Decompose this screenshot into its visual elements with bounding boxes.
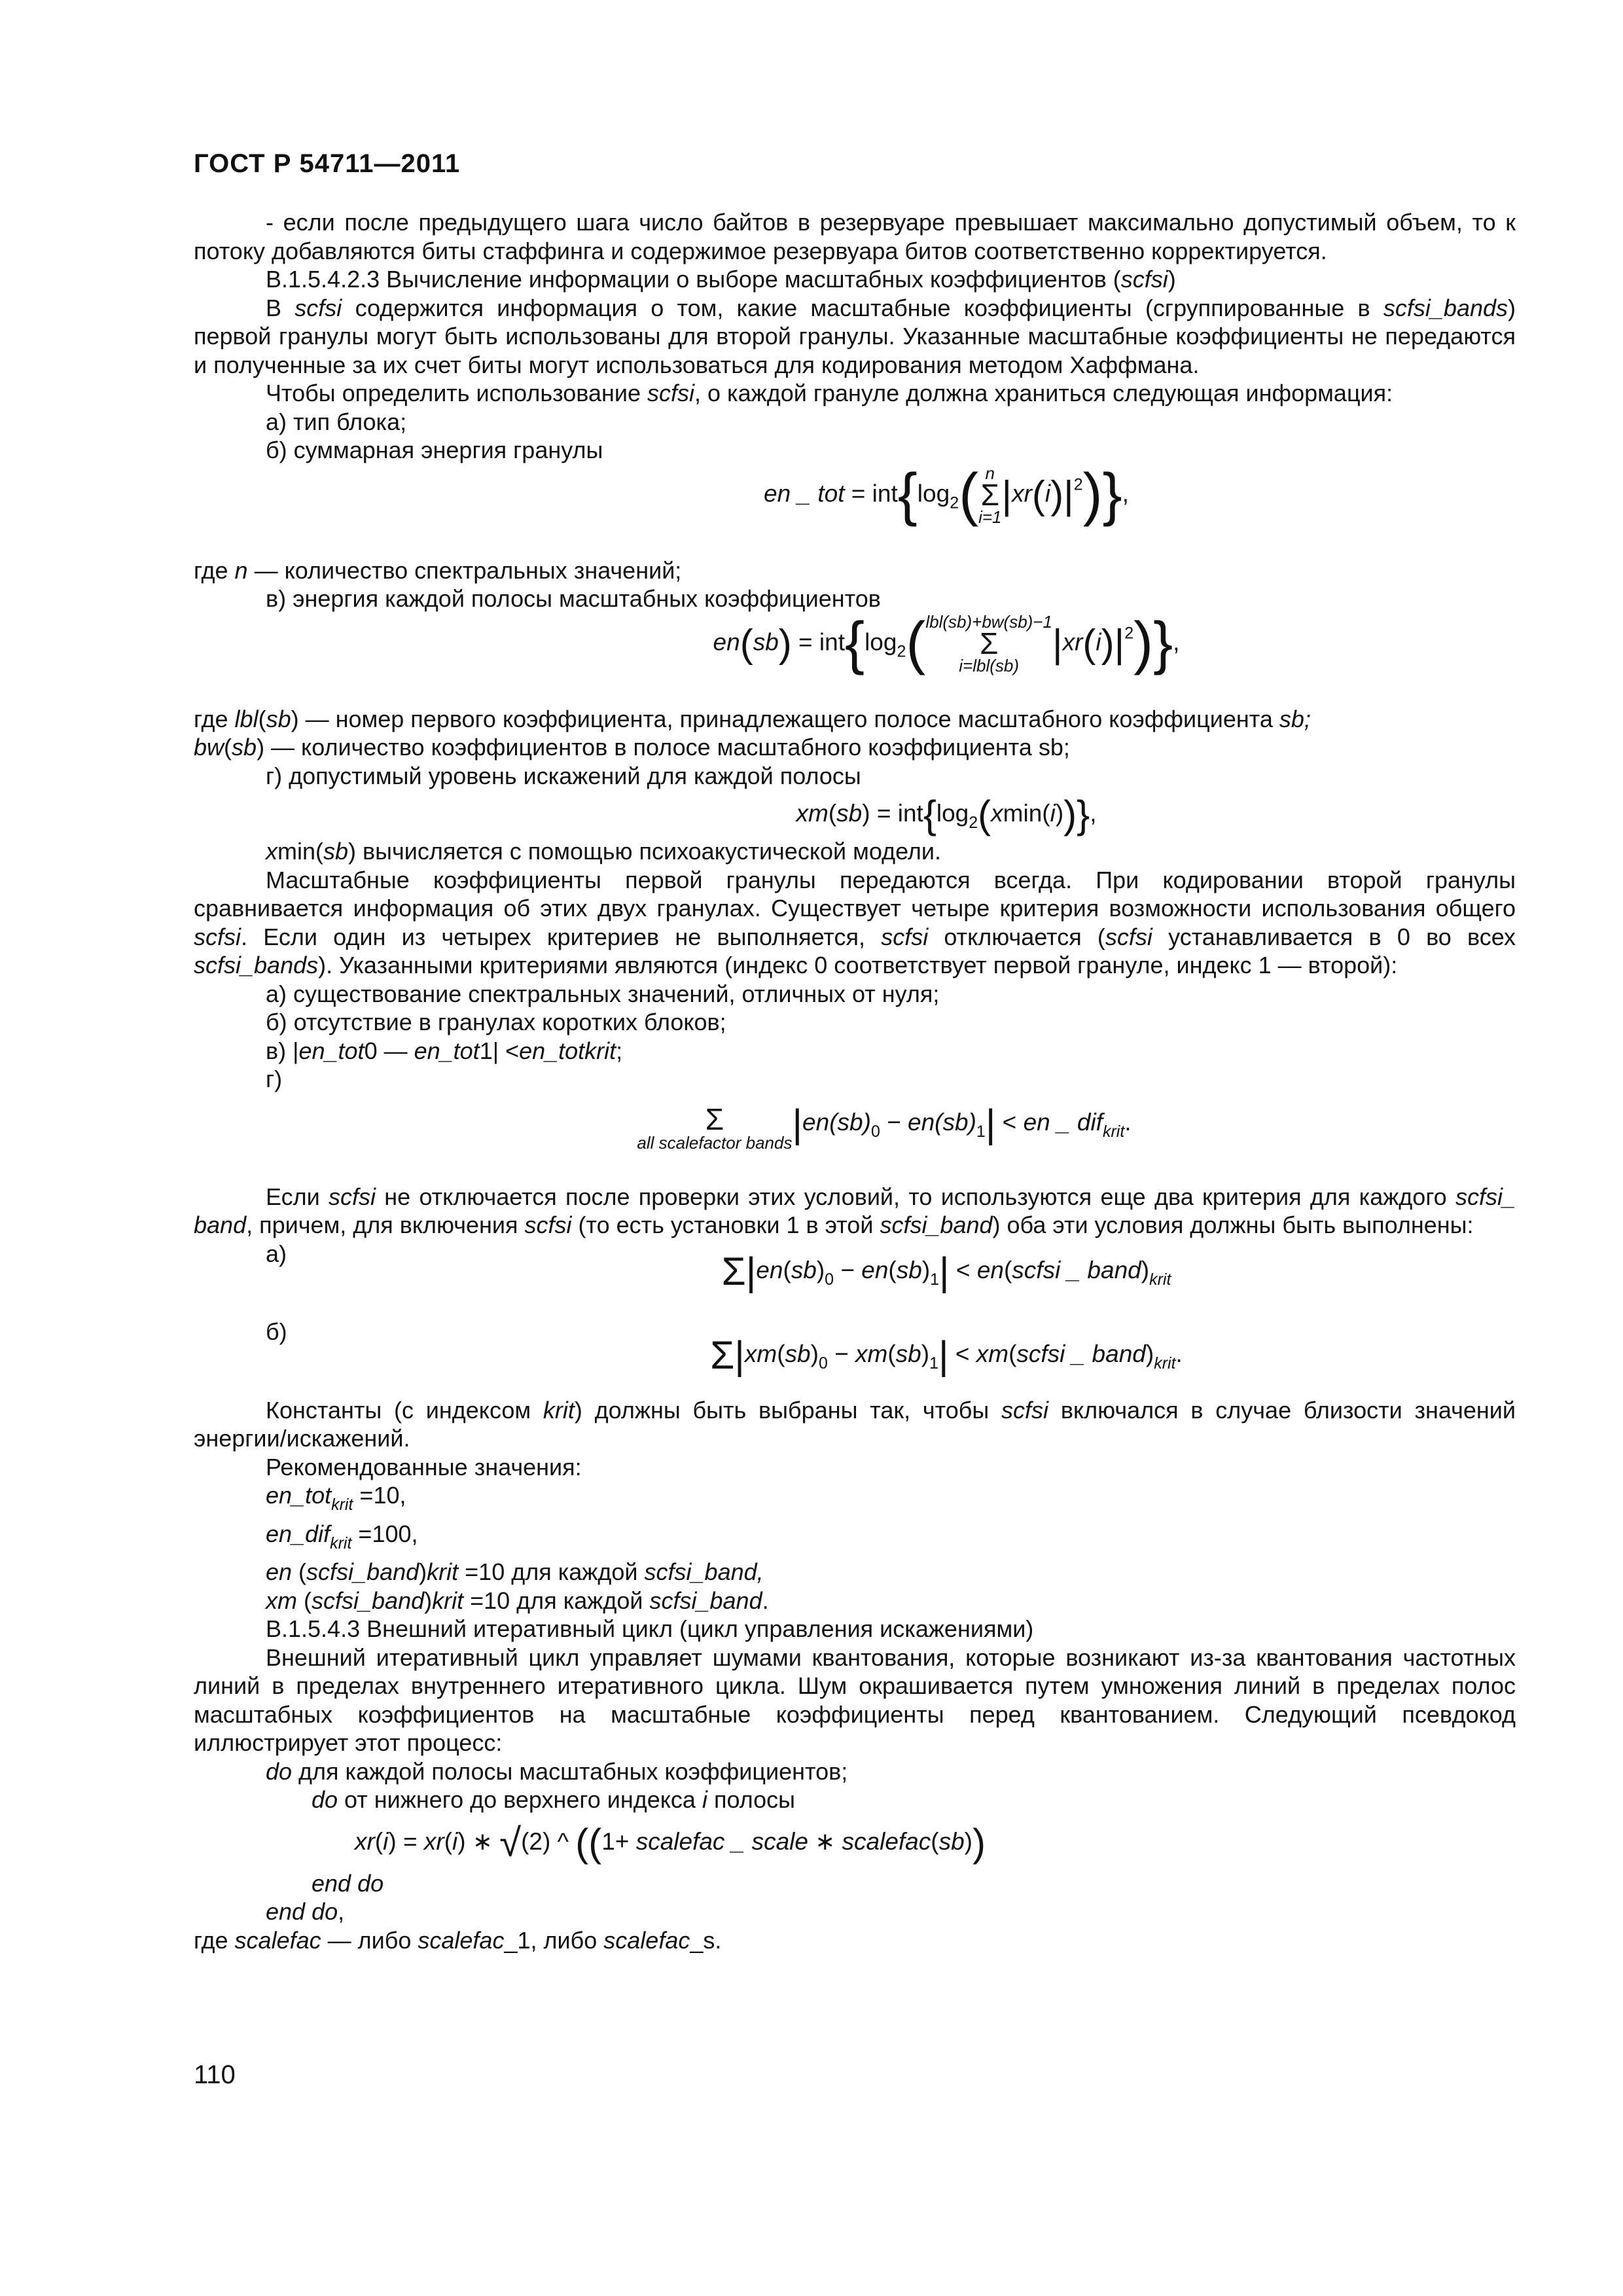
paragraph: Константы (с индексом krit) должны быть выбраны так, чтобы scfsi включался в случае близости значений энергии/искажений. xyxy=(194,1396,1516,1452)
list-item: в) энергия каждой полосы масштабных коэффициентов xyxy=(266,585,881,612)
list-item: en_dif$_{krit}$ =100, xyxy=(266,1520,418,1552)
list-item: Рекомендованные значения: xyxy=(266,1453,582,1480)
document-header: ГОСТ Р 54711—2011 xyxy=(194,149,461,178)
document-body xyxy=(194,208,1516,1954)
paragraph: Масштабные коэффициенты первой гранулы передаются всегда. При кодировании второй гранулы сравнивается информация об этих двух гранулах. Существует четыре критерия возможности использования общего scfsi. Если один из четырех критериев не выполняется, scfsi отключается (scfsi устанавливается в 0 во всех scfsi_bands). Указанными критериями являются (индекс 0 соответствует первой грануле, индекс 1 — второй): xyxy=(194,866,1516,978)
list-item: а) тип блока; xyxy=(266,408,407,435)
list-item: а) существование спектральных значений, отличных от нуля; xyxy=(266,980,940,1007)
section-heading: В.1.5.4.3 Внешний итеративный цикл (цикл управления искажениями) xyxy=(266,1615,1034,1642)
list-item: в) |en_tot0 — en_tot1| <en_totkrit; xyxy=(266,1037,623,1064)
formula-en-scfsi-band: $\Sigma|en(sb)_0 - en(sb)_1|$ < en(scfsi _ $band)_{krit}$ xyxy=(721,1249,1171,1293)
section-heading: В.1.5.4.2.3 Вычисление информации о выборе масштабных коэффициентов (scfsi) xyxy=(266,266,1176,293)
paragraph: Внешний итеративный цикл управляет шумами квантования, которые возникают из-за квантования частотных линий в пределах внутреннего итеративного цикла. Шум окрашивается путем умножения линий в пределах полос масштабных коэффициентов на масштабные коэффициенты перед квантованием. Следующий псевдокод иллюстрирует этот процесс: xyxy=(194,1643,1516,1756)
formula-xm-sb: $xm(sb) = int\{\log_2(xmin(i))\}$, xyxy=(796,793,1097,837)
paragraph: bw(sb) — количество коэффициентов в полосе масштабного коэффициента sb; xyxy=(194,734,1070,761)
list-item: en (scfsi_band)krit =10 для каждой scfsi_band, xyxy=(266,1558,764,1585)
page-number: 110 xyxy=(194,2060,236,2089)
paragraph: - если после предыдущего шага число байтов в резервуаре превышает максимально допустимый объем, то к потоку добавляются биты стаффинга и содержимое резервуара битов соответственно корректируется. xyxy=(194,209,1516,264)
list-item: а) xyxy=(266,1240,287,1267)
code-line: do от нижнего до верхнего индекса i полосы xyxy=(312,1786,796,1813)
paragraph: где lbl(sb) — номер первого коэффициента, принадлежащего полосе масштабного коэффициента sb; xyxy=(194,705,1311,732)
list-item: б) отсутствие в гранулах коротких блоков; xyxy=(266,1009,726,1035)
list-item: б) xyxy=(266,1318,287,1345)
code-line: end do xyxy=(312,1869,384,1897)
paragraph: В scfsi содержится информация о том, какие масштабные коэффициенты (сгруппированные в scfsi_bands) первой гранулы могут быть использованы для второй гранулы. Указанные масштабные коэффициенты не передаются и полученные за их счет биты могут использоваться для кодирования методом Хаффмана. xyxy=(194,294,1516,378)
paragraph: где n — количество спектральных значений; xyxy=(194,556,682,584)
list-item: г) допустимый уровень искажений для каждой полосы xyxy=(266,762,861,789)
paragraph: xmin(sb) вычисляется с помощью психоакустической модели. xyxy=(266,838,942,865)
formula-en-sb: $en(sb) = int\{\log_2(lbl(sb)+bw(sb)-1$ Σ $i=lbl(sb)|xr(i)|^2$)}, xyxy=(713,610,1180,676)
formula-en-tot: en _ tot = $int\{\log_2$( n Σ $i=1|xr(i)|^2$)}, xyxy=(764,461,1129,528)
formula-xr-update: xr(i) = xr(i) ∗ √(2) ^ ((1+ scalefac _ scale ∗ scalefac(sb)) xyxy=(355,1820,986,1865)
list-item: xm (scfsi_band)krit =10 для каждой scfsi_band. xyxy=(266,1587,769,1614)
paragraph: где scalefac — либо scalefac_1, либо scalefac_s. xyxy=(194,1926,722,1954)
list-item: en_tot$_{krit}$ =10, xyxy=(266,1482,406,1514)
formula-en-dif: Σ all scalefactor bands $|en(sb)_0 - en(sb)_1|$ < en _ dif$_{krit}$. xyxy=(637,1101,1132,1153)
code-line: end do, xyxy=(266,1898,345,1925)
paragraph: Если scfsi не отключается после проверки этих условий, то используются еще два критерия для каждого scfsi_ band, причем, для включения scfsi (то есть установки 1 в этой scfsi_band) оба эти условия должны быть выполнены: xyxy=(194,1183,1516,1238)
list-item: б) суммарная энергия гранулы xyxy=(266,437,603,463)
list-item: г) xyxy=(266,1066,283,1092)
paragraph: Чтобы определить использование scfsi, о каждой грануле должна храниться следующая информация: xyxy=(266,380,1393,406)
formula-xm-scfsi-band: $\Sigma|xm(sb)_0 - xm(sb)_1|$ < xm(scfsi _ $band)_{krit}$. xyxy=(710,1333,1183,1377)
code-line: do для каждой полосы масштабных коэффициентов; xyxy=(266,1757,848,1785)
